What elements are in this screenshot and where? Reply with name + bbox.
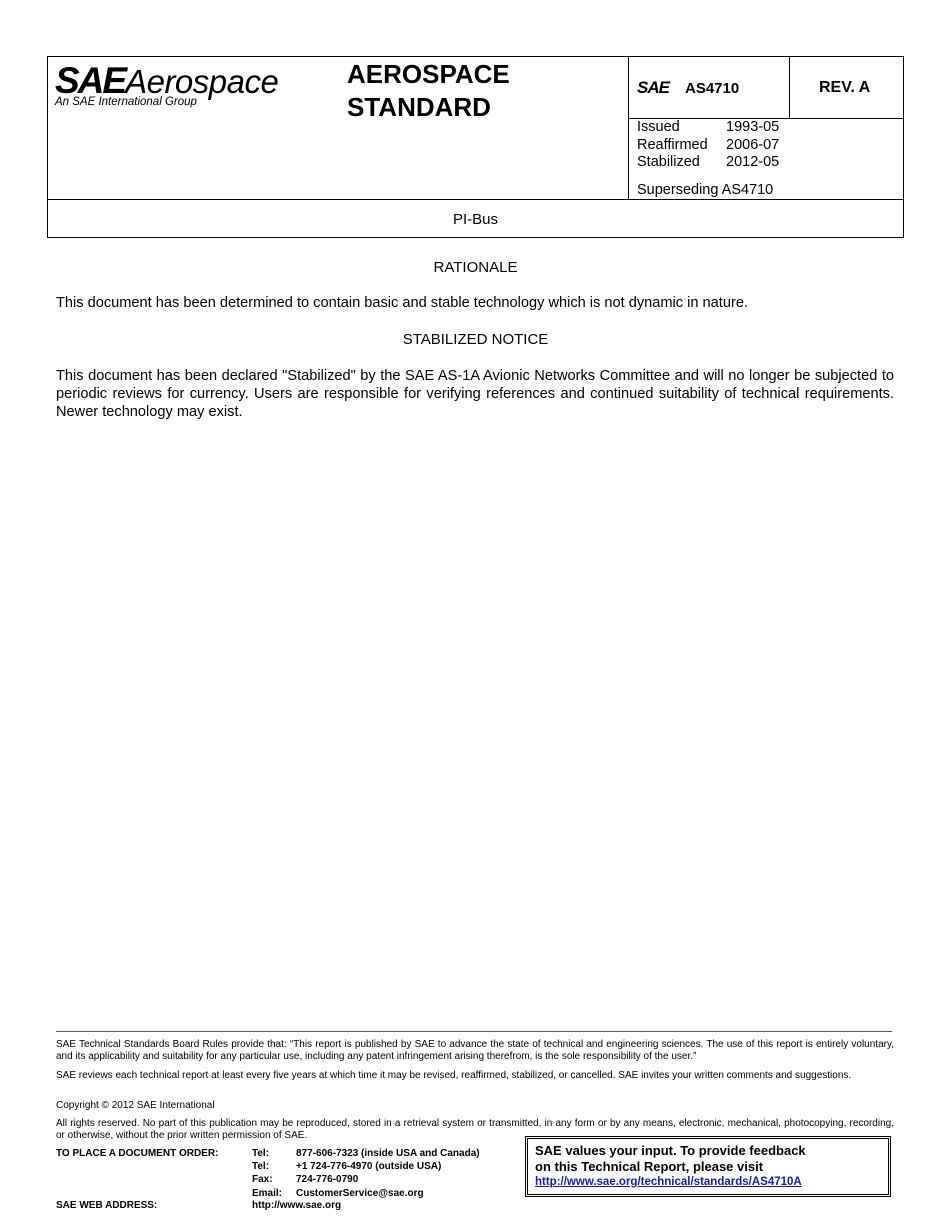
logo-sae-text: SAE <box>55 60 126 101</box>
date-row <box>637 119 787 137</box>
footer-review-note: SAE reviews each technical report at least every five years at which time it may be revised, reaffirmed, stabilized, or cancelled. SAE invites your written comments and suggestions. <box>56 1070 852 1081</box>
logo-subtitle: An SAE International Group <box>55 96 197 108</box>
date-value: 2006-07 <box>726 136 780 153</box>
date-row <box>637 154 787 172</box>
document-type-title <box>347 58 510 124</box>
feedback-line-2: on this Technical Report, please visit <box>535 1159 764 1174</box>
document-title: PI-Bus <box>452 211 498 228</box>
rationale-text: This document has been determined to contain basic and stable technology which is not dynamic in nature. <box>56 295 748 311</box>
feedback-link[interactable]: http://www.sae.org/technical/standards/AS4710A <box>535 1176 802 1188</box>
web-address-label: SAE WEB ADDRESS: <box>56 1200 158 1211</box>
date-label: Stabilized <box>637 154 700 170</box>
contact-list <box>252 1147 522 1200</box>
contact-value: CustomerService@sae.org <box>296 1187 424 1199</box>
header-divider <box>628 57 629 200</box>
date-value: 1993-05 <box>726 119 780 135</box>
order-label: TO PLACE A DOCUMENT ORDER: <box>56 1148 219 1159</box>
sae-small-logo: SAE <box>637 78 669 97</box>
feedback-line-1: SAE values your input. To provide feedback <box>535 1143 806 1158</box>
stabilized-notice-text: This document has been declared "Stabilized" by the SAE AS-1A Avionic Networks Committee and will no longer be subjected to periodic reviews for currency. Users are responsible for verifying references and continued suitability of technical requirements. Newer technology may exist. <box>56 368 894 420</box>
title-line-1: AEROSPACE <box>347 59 510 89</box>
contact-row <box>252 1160 522 1173</box>
document-number: AS4710 <box>685 80 740 97</box>
date-row <box>637 137 787 155</box>
stabilized-notice-heading: STABILIZED NOTICE <box>402 331 549 348</box>
footer-board-rules: SAE Technical Standards Board Rules provide that: “This report is published by SAE to advance the state of technical and engineering sciences. The use of this report is entirely voluntary, and its applicability and suitability for any particular use, including any patent infringement arising therefrom, is the sole responsibility of the user.” <box>56 1039 894 1062</box>
web-address-value: http://www.sae.org <box>252 1200 342 1211</box>
title-line-2: STANDARD <box>347 92 491 122</box>
rationale-heading: RATIONALE <box>433 259 518 276</box>
contact-value: 877-606-7323 (inside USA and Canada) <box>296 1148 480 1159</box>
contact-label: Tel: <box>252 1148 270 1159</box>
revision-label: REV. A <box>819 79 871 96</box>
contact-value: +1 724-776-4970 (outside USA) <box>296 1161 442 1173</box>
date-label: Issued <box>637 119 680 135</box>
sae-aerospace-logo <box>55 62 278 99</box>
footer-rights: All rights reserved. No part of this publication may be reproduced, stored in a retrieval system or transmitted, in any form or by any means, electronic, mechanical, photocopying, recording, or otherwise, without the prior written permission of SAE. <box>56 1118 894 1141</box>
date-list <box>637 119 787 172</box>
logo-aerospace-text: Aerospace <box>125 63 279 100</box>
feedback-box <box>525 1136 891 1197</box>
contact-label: Tel: <box>252 1161 270 1173</box>
contact-row <box>252 1173 522 1186</box>
contact-value: 724-776-0790 <box>296 1174 359 1186</box>
footer-copyright: Copyright © 2012 SAE International <box>56 1100 215 1111</box>
contact-label: Fax: <box>252 1174 273 1186</box>
header-divider <box>48 199 904 200</box>
date-label: Reaffirmed <box>637 136 708 153</box>
contact-label: Email: <box>252 1187 283 1199</box>
contact-row <box>252 1147 522 1160</box>
header-divider <box>789 57 790 119</box>
footer-divider <box>56 1031 892 1032</box>
superseding-note: Superseding AS4710 <box>637 182 774 198</box>
date-value: 2012-05 <box>726 154 780 170</box>
contact-row <box>252 1187 522 1200</box>
